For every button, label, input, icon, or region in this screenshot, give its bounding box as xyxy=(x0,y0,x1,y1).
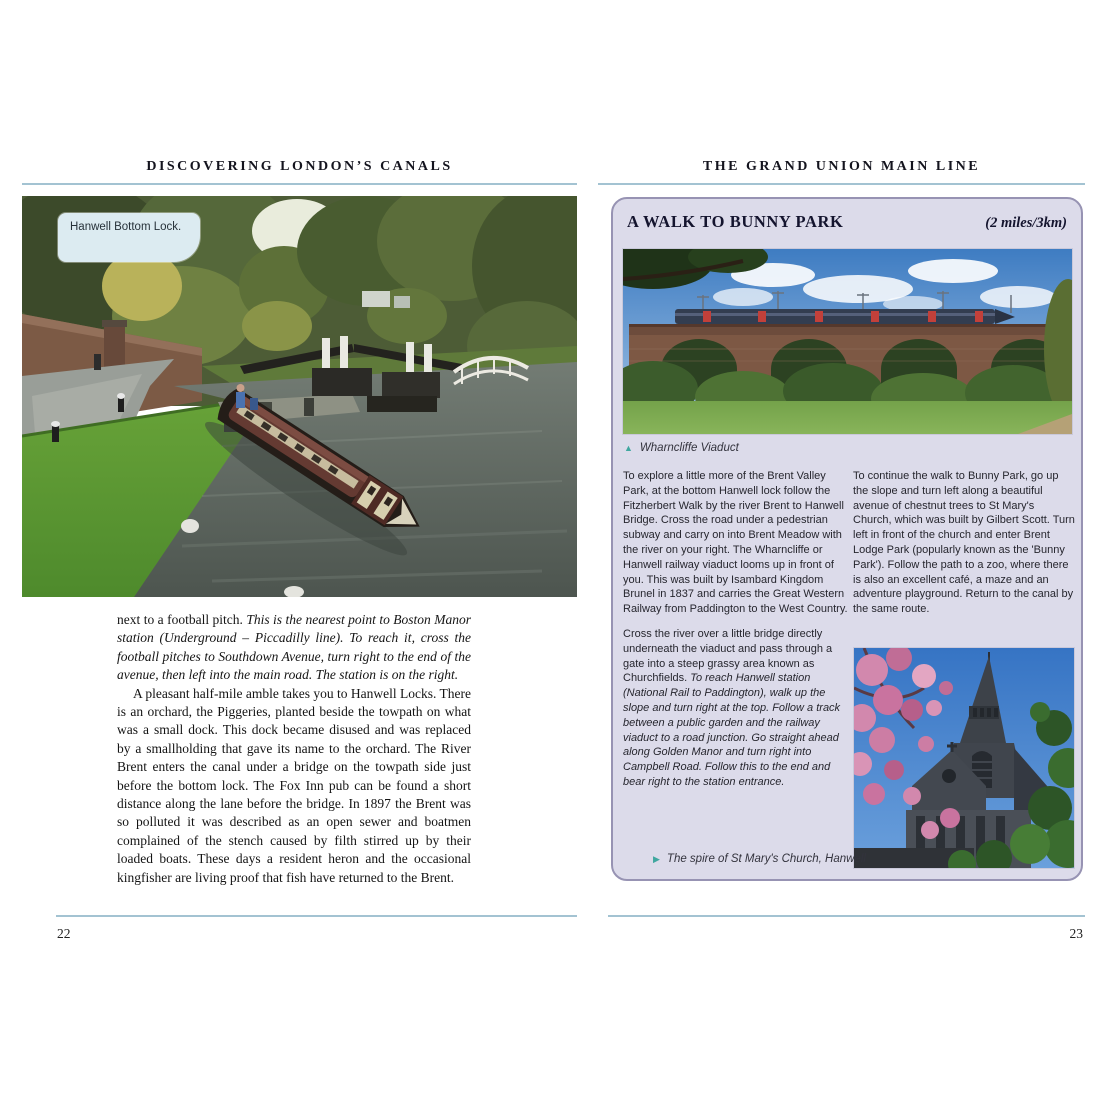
church-photo xyxy=(853,647,1075,869)
right-header-rule xyxy=(598,183,1085,185)
left-header-rule xyxy=(22,183,577,185)
viaduct-caption xyxy=(624,442,739,454)
body-paragraph xyxy=(117,611,471,685)
viaduct-photo-illustration xyxy=(623,249,1072,434)
left-footer-rule xyxy=(56,915,577,917)
walk-paragraph xyxy=(623,627,849,790)
walk-box-title-row xyxy=(627,212,1067,232)
photo-caption-label: Hanwell Bottom Lock. xyxy=(70,221,182,233)
walk-column-right xyxy=(853,469,1075,627)
church-caption-label: The spire of St Mary's Church, Hanwell xyxy=(666,853,866,865)
photo-caption-bubble xyxy=(58,213,200,262)
church-photo-illustration xyxy=(854,648,1074,868)
viaduct-caption-label: Wharncliffe Viaduct xyxy=(639,442,739,454)
caption-right-triangle-icon: ▶ xyxy=(653,853,660,864)
walk-box-title: A WALK TO BUNNY PARK xyxy=(627,212,844,231)
field xyxy=(623,401,1072,434)
paragraph-italic-text: This is the nearest point to Boston Manor station (Underground – Piccadilly line). To reach it, cross the football pitches to Southdown Avenue, turn right to the end of the avenue, then left into the main road. The station is on the right. xyxy=(117,612,471,683)
left-body-text xyxy=(117,611,471,887)
paragraph-italic-text: To reach Hanwell station (National Rail to Paddington), walk up the slope and turn right at the top. Follow a track between a public garden and the railway viaduct to a road junction. Go straight ahead along Golden Manor and turn right into Campbell Road. Follow this to the end and bear right to the station entrance. xyxy=(623,672,841,788)
walk-box xyxy=(611,197,1083,881)
church-caption xyxy=(653,853,866,865)
left-running-head: DISCOVERING LONDON’S CANALS xyxy=(146,159,453,174)
caption-up-triangle-icon: ▲ xyxy=(624,442,633,453)
paragraph-roman-text: Cross the river over a little bridge directly underneath the viaduct and pass through a gate into a steep grassy area known as Churchfields. xyxy=(623,627,833,685)
train xyxy=(675,309,1015,324)
right-footer-rule xyxy=(608,915,1085,917)
walk-column-left xyxy=(623,469,849,800)
right-page-number: 23 xyxy=(1069,926,1083,941)
viaduct-photo xyxy=(622,248,1073,435)
canal-photo xyxy=(22,196,577,597)
walk-paragraph: To continue the walk to Bunny Park, go up the slope and turn left along a beautiful avenue of chestnut trees to St Mary's Church, which was built by Gilbert Scott. Turn left in front of the church and enter Brent Lodge Park (popularly known as the 'Bunny Park'). Follow the path to a zoo, where there is also an excellent café, a maze and an adventure playground. Return to the canal by the same route. xyxy=(853,470,1075,616)
paragraph-roman-text: next to a football pitch. xyxy=(117,612,247,627)
walk-paragraph: To explore a little more of the Brent Valley Park, at the bottom Hanwell lock follow the Fitzherbert Walk by the river Brent to Hanwell Bridge. Cross the road under a pedestrian subway and carry on into Brent Meadow with the river on your right. The Wharncliffe or Hanwell railway viaduct looms up in front of you. This was built by Isambard Kingdom Brunel in 1837 and carries the Great Western Railway from Paddington to the West Country. xyxy=(623,470,848,616)
right-running-head: THE GRAND UNION MAIN LINE xyxy=(702,159,981,174)
left-page-number: 22 xyxy=(57,926,71,941)
walk-box-distance: (2 miles/3km) xyxy=(985,215,1067,231)
body-paragraph: A pleasant half-mile amble takes you to Hanwell Locks. There is an orchard, the Piggeries, planted beside the towpath on what was a small dock. This dock became disused and was replaced by a smallholding that gave its name to the orchard. The River Brent enters the canal under a bridge on the towpath side just before the bottom lock. The Fox Inn pub can be found a short distance along the lane before the bridge. In 1897 the Brent was so polluted it was described as an open sewer and boatmen complained of the stench caused by filth stirred up by their loaded boats. These days a resident heron and the occasional kingfisher are living proof that fish have returned to the Brent. xyxy=(117,685,471,885)
